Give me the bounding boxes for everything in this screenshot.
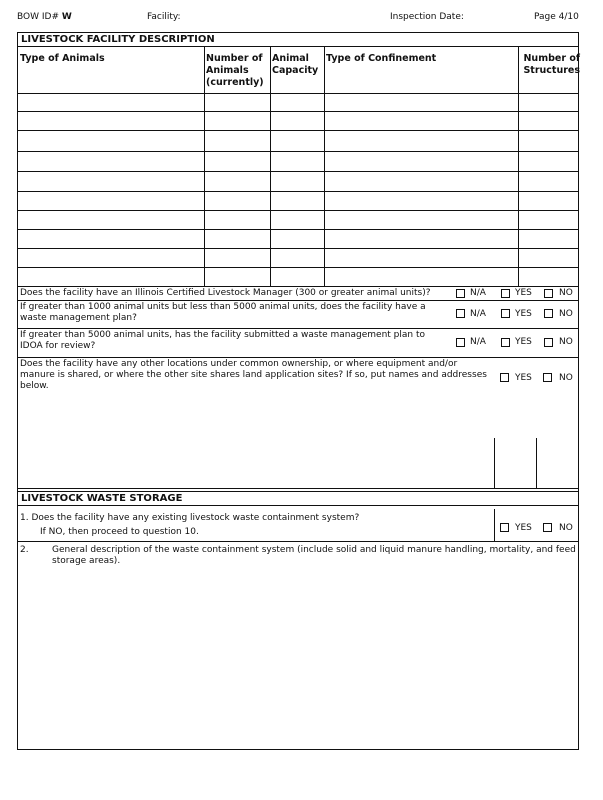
table-row-line <box>18 210 578 211</box>
checkbox-locations-no[interactable] <box>543 373 552 382</box>
option-yes-label: YES <box>515 309 532 319</box>
answer-divider <box>494 438 495 488</box>
checkbox-plan-no[interactable] <box>544 309 553 318</box>
table-row-line <box>18 111 578 112</box>
bow-id-label: BOW ID# W <box>17 12 72 22</box>
col-divider <box>204 47 205 287</box>
section-divider <box>18 488 578 489</box>
checkbox-plan-yes[interactable] <box>501 309 510 318</box>
storage-q2-text: General description of the waste containment system (include solid and liquid manure handling, mortality, and feed storage areas). <box>52 545 576 566</box>
answer-divider <box>494 509 495 541</box>
option-yes-label: YES <box>515 373 532 383</box>
col-type-of-confinement: Type of Confinement <box>326 53 437 64</box>
option-yes-label: YES <box>515 523 532 533</box>
col-number-of-structures: Number of Structures <box>523 53 580 76</box>
table-row-line <box>18 171 578 172</box>
checkbox-clm-yes[interactable] <box>501 289 510 298</box>
facility-section-title: LIVESTOCK FACILITY DESCRIPTION <box>18 33 578 47</box>
table-row-line <box>18 267 578 268</box>
option-na-label: N/A <box>470 309 486 319</box>
option-no-label: NO <box>559 309 573 319</box>
option-no-label: NO <box>559 373 573 383</box>
checkbox-clm-na[interactable] <box>456 289 465 298</box>
checkbox-containment-no[interactable] <box>543 523 552 532</box>
table-row-line <box>18 229 578 230</box>
checkbox-plan-na[interactable] <box>456 309 465 318</box>
storage-q1-instruction: If NO, then proceed to question 10. <box>40 527 199 537</box>
checkbox-idoa-na[interactable] <box>456 338 465 347</box>
row-line <box>18 300 578 301</box>
question-idoa-review: If greater than 5000 animal units, has the facility submitted a waste management plan to IDOA for review? <box>20 330 426 351</box>
checkbox-locations-yes[interactable] <box>500 373 509 382</box>
row-line <box>18 328 578 329</box>
storage-q2-number: 2. <box>20 545 29 555</box>
inspection-date-label: Inspection Date: <box>390 12 464 22</box>
table-row-line <box>18 130 578 131</box>
row-line <box>18 357 578 358</box>
table-row-line <box>18 191 578 192</box>
storage-section-title: LIVESTOCK WASTE STORAGE <box>18 491 578 506</box>
col-type-of-animals: Type of Animals <box>20 53 105 64</box>
col-divider <box>324 47 325 287</box>
option-yes-label: YES <box>515 288 532 298</box>
storage-q1-text: Does the facility have any existing livestock waste containment system? <box>31 513 360 523</box>
facility-label: Facility: <box>147 12 181 22</box>
form-frame <box>17 32 579 750</box>
storage-q1 <box>20 513 359 524</box>
storage-q1-number: 1. <box>20 513 29 523</box>
option-no-label: NO <box>559 288 573 298</box>
checkbox-idoa-no[interactable] <box>544 338 553 347</box>
option-yes-label: YES <box>515 337 532 347</box>
table-row-line <box>18 286 578 287</box>
option-no-label: NO <box>559 523 573 533</box>
page-number: Page 4/10 <box>534 12 579 22</box>
bow-id-value: W <box>61 12 72 22</box>
question-other-locations: Does the facility have any other locations under common ownership, or where equipment and/or manure is shared, or where the other site shares land application sites? If so, put names and addresses below. <box>20 359 487 391</box>
col-divider <box>270 47 271 287</box>
table-row-line <box>18 93 578 94</box>
checkbox-clm-no[interactable] <box>544 289 553 298</box>
checkbox-containment-yes[interactable] <box>500 523 509 532</box>
table-row-line <box>18 248 578 249</box>
col-animal-capacity: Animal Capacity <box>272 53 319 76</box>
answer-divider <box>536 438 537 488</box>
option-na-label: N/A <box>470 337 486 347</box>
row-line <box>18 541 578 542</box>
question-clm: Does the facility have an Illinois Certified Livestock Manager (300 or greater animal units)? <box>20 288 431 298</box>
checkbox-idoa-yes[interactable] <box>501 338 510 347</box>
option-no-label: NO <box>559 337 573 347</box>
table-row-line <box>18 151 578 152</box>
col-number-of-animals: Number of Animals (currently) <box>206 53 264 88</box>
option-na-label: N/A <box>470 288 486 298</box>
question-waste-plan: If greater than 1000 animal units but less than 5000 animal units, does the facility have a waste management plan? <box>20 302 426 323</box>
col-divider <box>518 47 519 287</box>
